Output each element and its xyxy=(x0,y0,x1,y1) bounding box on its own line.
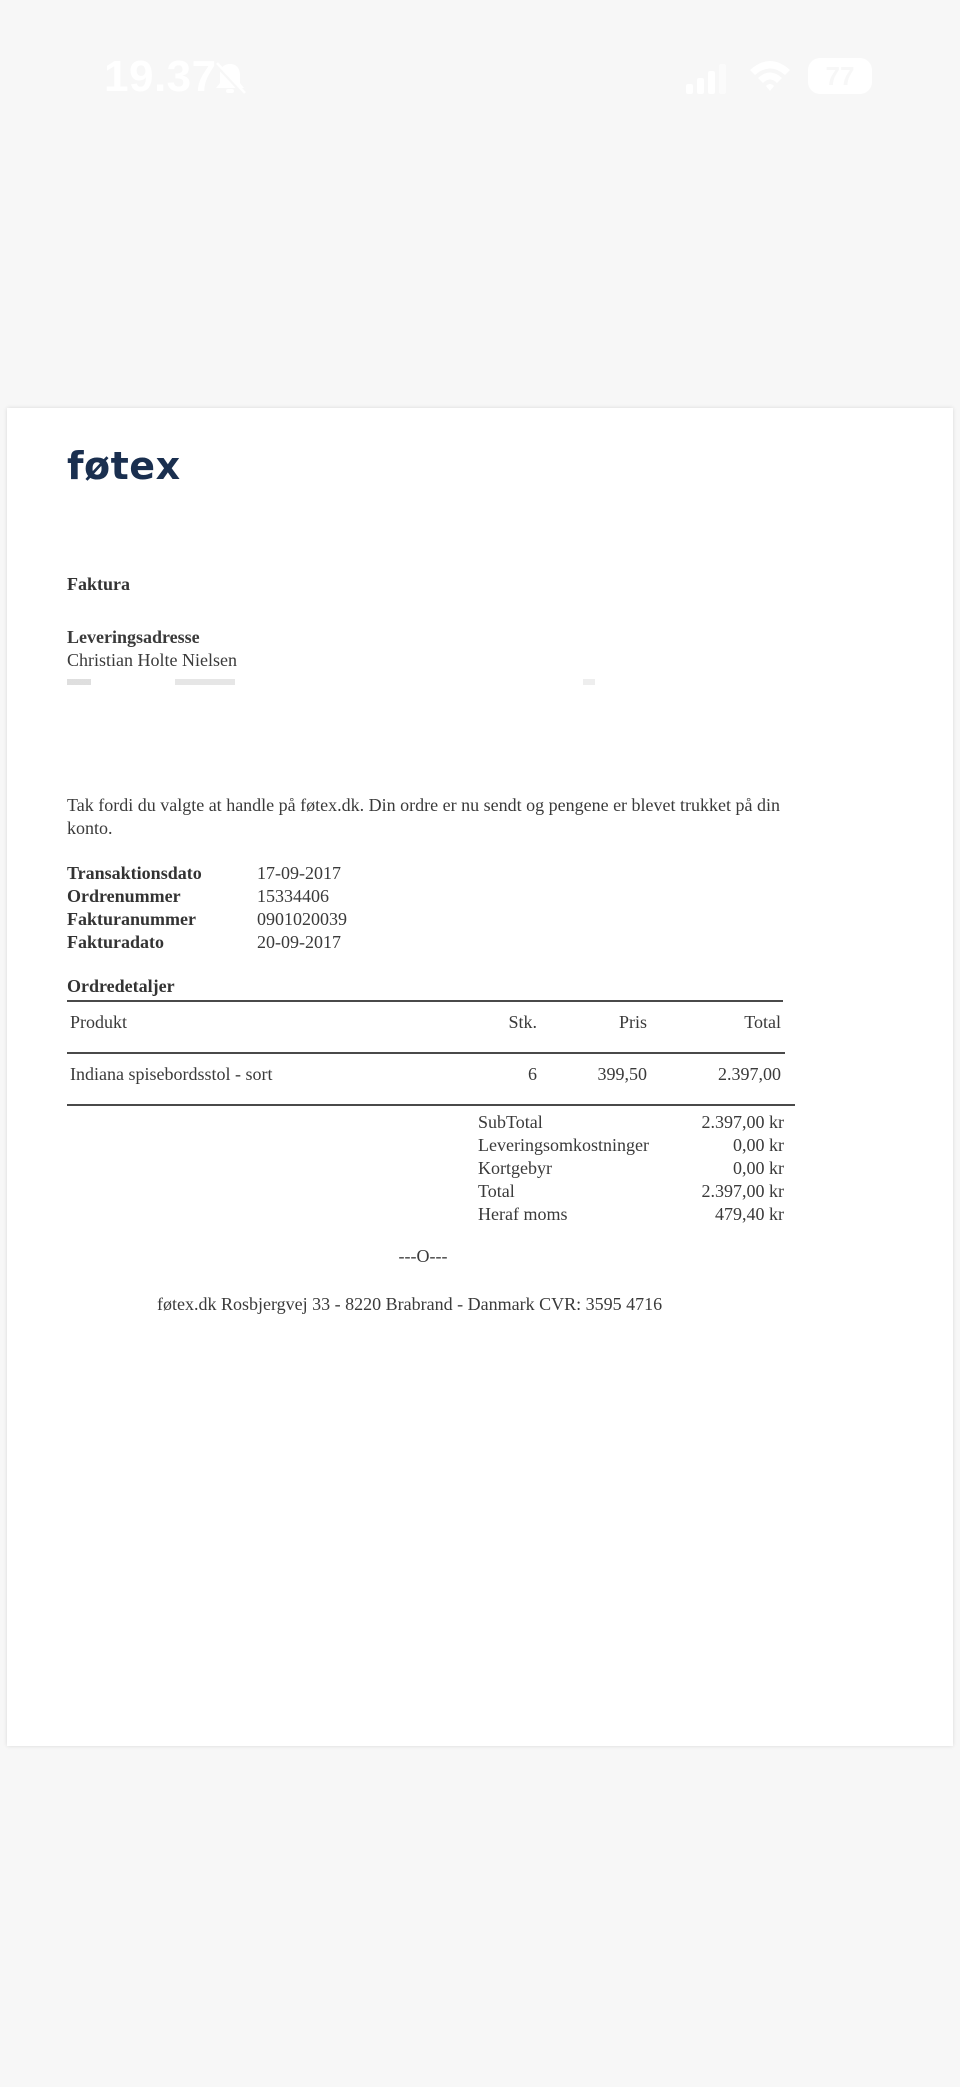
summary-row xyxy=(478,1157,784,1180)
battery-icon: 77 xyxy=(808,58,872,94)
summary-label: Total xyxy=(478,1181,515,1201)
redacted-address xyxy=(67,679,667,685)
col-total: Total xyxy=(744,1012,781,1032)
col-qty: Stk. xyxy=(508,1012,537,1032)
summary-row xyxy=(478,1111,784,1134)
delivery-label: Leveringsadresse xyxy=(67,627,200,647)
summary-value: 479,40 kr xyxy=(715,1204,784,1224)
meta-value: 17-09-2017 xyxy=(257,863,341,883)
bell-muted-icon xyxy=(210,58,250,98)
meta-label: Fakturanummer xyxy=(67,909,196,929)
customer-name: Christian Holte Nielsen xyxy=(67,650,237,670)
summary-label: Heraf moms xyxy=(478,1204,568,1224)
status-bar xyxy=(0,0,960,160)
wifi-icon xyxy=(748,58,792,94)
row-product: Indiana spisebordsstol - sort xyxy=(70,1064,273,1084)
row-qty: 6 xyxy=(528,1064,537,1084)
row-price: 399,50 xyxy=(597,1064,647,1084)
summary-row xyxy=(478,1180,784,1203)
col-product: Produkt xyxy=(70,1012,128,1032)
summary-value: 0,00 kr xyxy=(733,1135,784,1155)
meta-value: 20-09-2017 xyxy=(257,932,341,952)
separator: ---O--- xyxy=(398,1246,448,1266)
invoice-document xyxy=(7,408,953,1746)
status-time: 19.37 xyxy=(104,52,217,101)
doc-title: Faktura xyxy=(67,574,130,594)
order-details-title: Ordredetaljer xyxy=(67,976,175,996)
table-rule-bottom xyxy=(67,1104,795,1106)
row-total: 2.397,00 xyxy=(718,1064,781,1084)
meta-value: 15334406 xyxy=(257,886,329,906)
order-summary xyxy=(478,1111,784,1226)
summary-label: Kortgebyr xyxy=(478,1158,552,1178)
header-rule-top xyxy=(67,1000,783,1002)
summary-value: 2.397,00 kr xyxy=(701,1181,784,1201)
meta-label: Fakturadato xyxy=(67,932,165,952)
header-rule-bottom xyxy=(67,1052,785,1054)
summary-label: Leveringsomkostninger xyxy=(478,1135,649,1155)
summary-row xyxy=(478,1203,784,1226)
order-meta xyxy=(67,862,347,954)
thanks-text: Tak fordi du valgte at handle på føtex.dk. Din ordre er nu sendt og pengene er blevet trukket på din konto. xyxy=(67,795,781,838)
meta-value: 0901020039 xyxy=(257,909,347,929)
meta-row xyxy=(67,908,347,931)
meta-label: Transaktionsdato xyxy=(67,863,202,883)
table-header xyxy=(67,1012,783,1036)
meta-row xyxy=(67,862,347,885)
footer-text: føtex.dk Rosbjergvej 33 - 8220 Brabrand - Danmark CVR: 3595 4716 xyxy=(157,1294,663,1314)
table-row xyxy=(67,1064,783,1088)
signal-icon xyxy=(686,62,726,94)
meta-label: Ordrenummer xyxy=(67,886,181,906)
summary-value: 2.397,00 kr xyxy=(701,1112,784,1132)
fotex-logo: føtex xyxy=(67,444,181,488)
summary-value: 0,00 kr xyxy=(733,1158,784,1178)
col-price: Pris xyxy=(618,1012,647,1032)
meta-row xyxy=(67,885,347,908)
summary-row xyxy=(478,1134,784,1157)
meta-row xyxy=(67,931,347,954)
summary-label: SubTotal xyxy=(478,1112,543,1132)
delivery-address xyxy=(67,626,787,686)
